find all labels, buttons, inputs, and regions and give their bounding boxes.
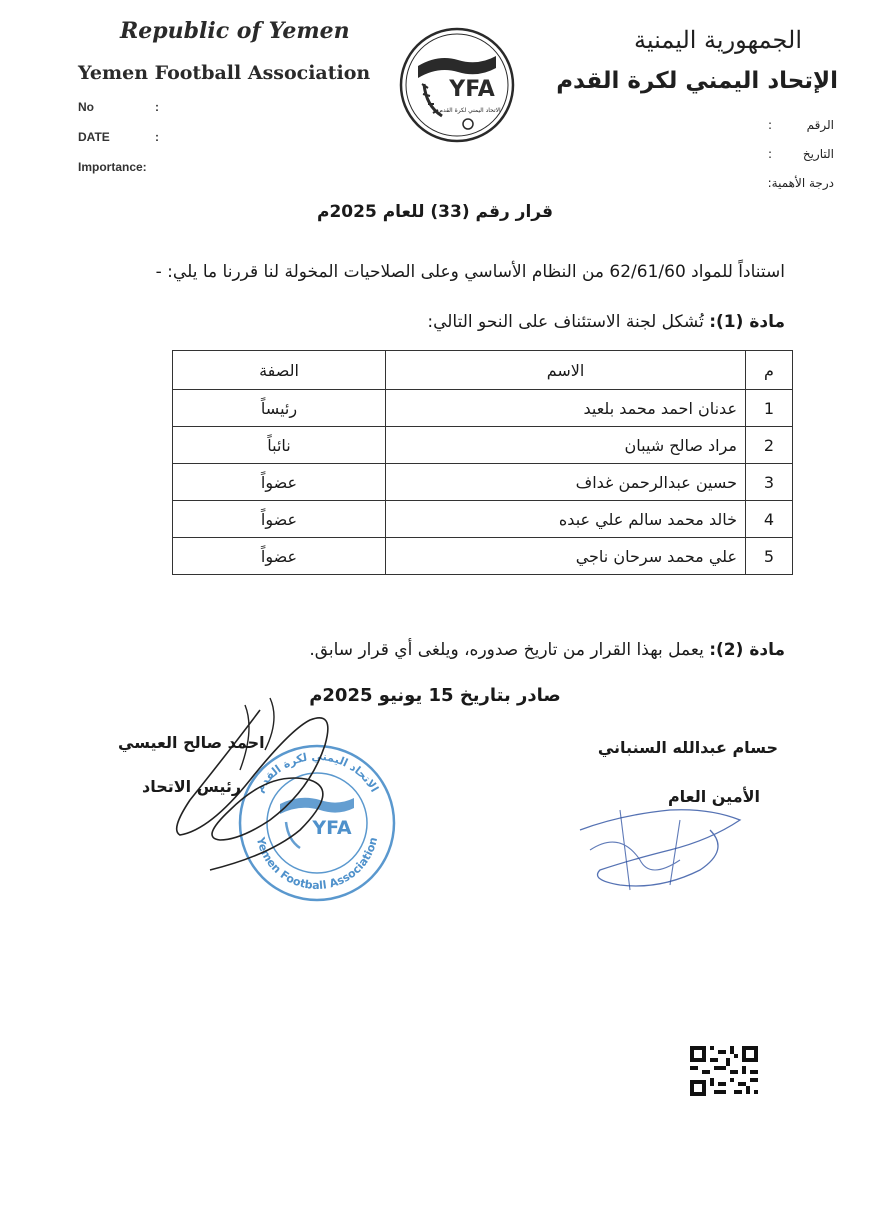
table-cell-name: علي محمد سرحان ناجي — [386, 538, 746, 575]
table-header-row — [173, 351, 793, 390]
decision-title: قرار رقم (33) للعام 2025م — [316, 202, 554, 222]
article-1-label: مادة (1): — [709, 312, 785, 332]
table-cell-num: 4 — [746, 501, 793, 538]
header-en-association: Yemen Football Association — [78, 62, 371, 84]
header-ar-field-date: التاريخ — [802, 147, 834, 161]
table-cell-num: 3 — [746, 464, 793, 501]
header-en-field-importance: Importance: — [78, 160, 147, 174]
header-en-colon-date: : — [155, 130, 159, 144]
decision-intro: استناداً للمواد 62/61/60 من النظام الأساسي وعلى الصلاحيات المخولة لنا قررنا ما يلي: - — [155, 262, 785, 282]
header-en-republic: Republic of Yemen — [120, 18, 350, 44]
article-1-text: تُشكل لجنة الاستئناف على النحو التالي: — [427, 312, 704, 332]
svg-text:YFA: YFA — [312, 817, 352, 839]
article-1 — [427, 312, 785, 332]
table-row — [173, 390, 793, 427]
header-ar-republic: الجمهورية اليمنية — [633, 26, 802, 54]
table-cell-num: 5 — [746, 538, 793, 575]
yfa-logo — [398, 26, 516, 144]
table-cell-name: خالد محمد سالم علي عبده — [386, 501, 746, 538]
svg-text:الاتحاد اليمني لكرة القدم: الاتحاد اليمني لكرة القدم — [439, 107, 501, 114]
table-header-num: م — [746, 351, 793, 390]
table-cell-role: رئيساً — [173, 390, 386, 427]
svg-text:الاتحاد اليمني لكرة القدم: الاتحاد اليمني لكرة القدم — [253, 749, 382, 795]
committee-table — [172, 350, 793, 575]
header-ar-colon-number: : — [767, 118, 772, 132]
header-ar-field-number: الرقم — [806, 118, 834, 132]
table-cell-name: مراد صالح شيبان — [386, 427, 746, 464]
table-row — [173, 501, 793, 538]
issued-date: صادر بتاريخ 15 يونيو 2025م — [309, 685, 561, 706]
table-cell-name: حسين عبدالرحمن غداف — [386, 464, 746, 501]
header-en-field-date: DATE — [78, 130, 110, 144]
table-cell-role: عضواً — [173, 464, 386, 501]
table-header-name: الاسم — [386, 351, 746, 390]
table-cell-role: عضواً — [173, 538, 386, 575]
header-ar-colon-date: : — [767, 147, 772, 161]
table-row — [173, 427, 793, 464]
header-ar-association: الإتحاد اليمني لكرة القدم — [556, 68, 838, 94]
table-cell-role: نائباً — [173, 427, 386, 464]
president-title: رئيس الاتحاد — [142, 777, 242, 796]
svg-text:YFA: YFA — [449, 77, 495, 102]
qr-code — [690, 1046, 758, 1096]
table-cell-name: عدنان احمد محمد بلعيد — [386, 390, 746, 427]
secretary-name: حسام عبدالله السنباني — [597, 738, 778, 757]
table-cell-num: 2 — [746, 427, 793, 464]
header-en-field-no: No — [78, 100, 94, 114]
svg-text:Yemen Football Association: Yemen Football Association — [253, 835, 381, 893]
header-ar-field-importance: درجة الأهمية: — [767, 176, 834, 190]
article-2-label: مادة (2): — [709, 640, 785, 660]
table-row — [173, 538, 793, 575]
table-header-role: الصفة — [173, 351, 386, 390]
table-row — [173, 464, 793, 501]
president-name: احمد صالح العيسي — [118, 733, 265, 752]
table-cell-role: عضواً — [173, 501, 386, 538]
secretary-signature — [560, 790, 760, 910]
table-cell-num: 1 — [746, 390, 793, 427]
secretary-title: الأمين العام — [667, 787, 760, 806]
header-en-colon-no: : — [155, 100, 159, 114]
article-2-text: يعمل بهذا القرار من تاريخ صدوره، ويلغى أي قرار سابق. — [309, 640, 704, 660]
article-2 — [309, 640, 785, 660]
